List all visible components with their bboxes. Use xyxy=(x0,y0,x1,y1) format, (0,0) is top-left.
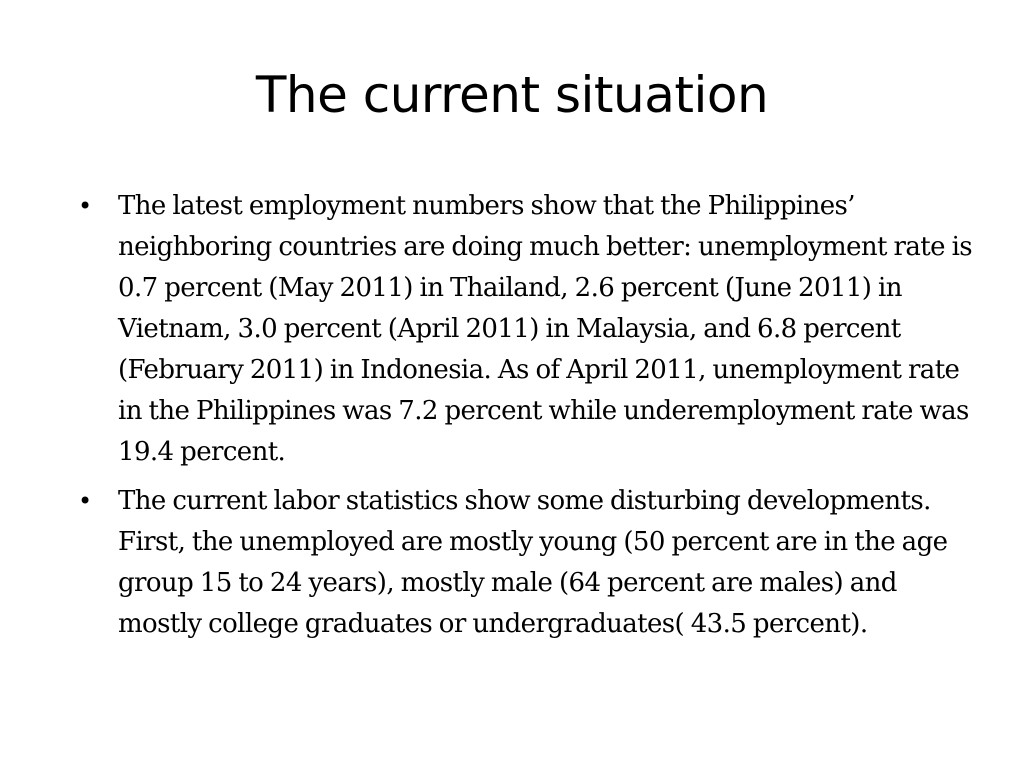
bullet-text: The current labor statistics show some disturbing developments. First, the unemployed are mostly young (50 percent are in the age group 15 to 24 years), mostly male (64 percent are males) and mostly college graduates or undergraduates( 43.5 percent). xyxy=(118,486,948,639)
bullet-list xyxy=(78,186,978,653)
bullet-item xyxy=(78,481,978,645)
slide-title: The current situation xyxy=(255,66,769,124)
bullet-text: The latest employment numbers show that the Philippines’ neighboring countries are doing much better: unemployment rate is 0.7 percent (May 2011) in Thailand, 2.6 percent (June 2011) in Vietnam, 3.0 percent (April 2011) in Malaysia, and 6.8 percent (February 2011) in Indonesia. As of April 2011, unemployment rate in the Philippines was 7.2 percent while underemployment rate was 19.4 percent. xyxy=(118,191,973,467)
bullet-marker: • xyxy=(78,192,93,220)
bullet-item xyxy=(78,186,978,473)
bullet-marker: • xyxy=(78,487,93,515)
